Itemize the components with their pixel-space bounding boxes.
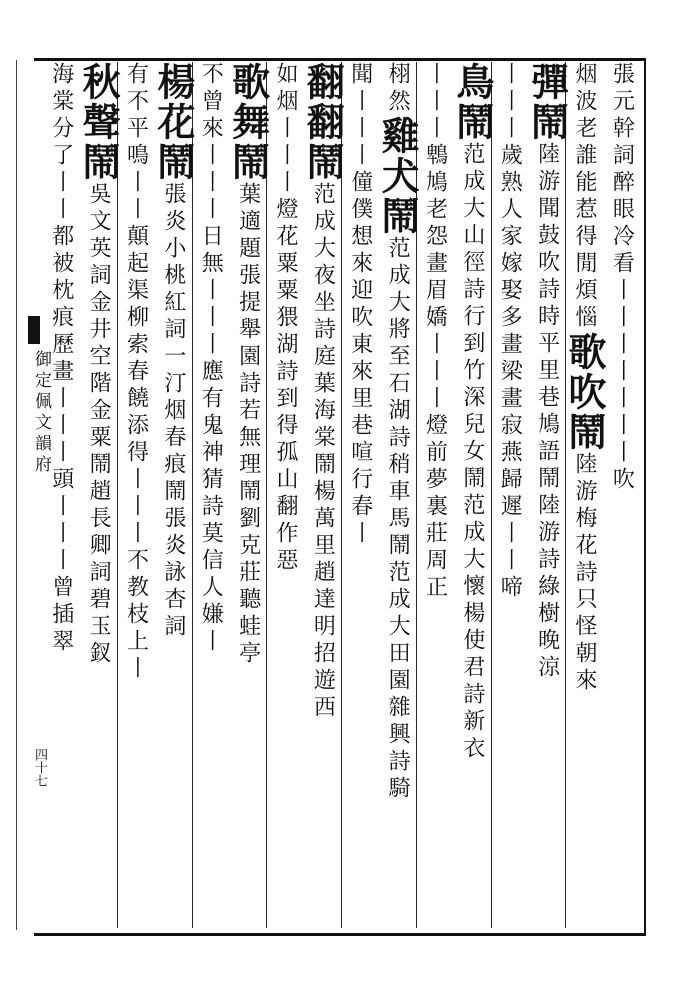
headword: 歌舞鬧 <box>225 62 271 182</box>
headword: 彈鬧 <box>524 62 570 142</box>
text-column <box>120 62 150 928</box>
text-column <box>46 62 76 928</box>
headword: 歌吹鬧 <box>561 332 607 452</box>
text-column <box>375 62 421 928</box>
text-column <box>524 62 570 928</box>
column-text: 丨丨顛起渠柳索春饒添得丨丨丨不教枝上丨 <box>123 170 149 683</box>
book-title: 御定佩文韻府 <box>31 350 51 476</box>
column-text: 烟波老誰能惹得閒煩惱 <box>571 62 597 332</box>
column-text: 丨丨丨丨丨丨丨吹 <box>609 278 635 494</box>
headword: 翻翻鬧 <box>300 62 346 182</box>
text-column <box>561 62 607 928</box>
margin-rule <box>16 60 17 930</box>
headword: 鳥鬧 <box>449 62 495 142</box>
column-text: 范成大夜坐詩庭葉海棠鬧楊萬里趙達明招遊西 <box>310 182 336 722</box>
text-column <box>606 62 636 928</box>
headword: 秋聲鬧 <box>76 62 122 182</box>
column-rule <box>341 62 342 928</box>
column-text: 丨丨丨日無丨丨丨應有鬼神猜詩莫信人嫌丨 <box>198 143 224 656</box>
column-text: 丨丨丨鵯鳩老怨畫眉嬌丨丨丨燈前夢裏莊周正 <box>422 62 448 602</box>
left-margin <box>0 0 34 981</box>
column-text: 陸游梅花詩只怪朝來 <box>571 452 597 695</box>
column-text: 張炎小桃紅詞一汀烟春痕鬧張炎詠杏詞 <box>160 182 186 641</box>
column-text: 吳文英詞金井空階金粟鬧趙長卿詞碧玉釵 <box>86 182 112 668</box>
column-text: 丨丨丨歲熟人家嫁娶多畫梁畫寂燕歸遲丨丨啼 <box>497 62 523 602</box>
column-text: 有不平鳴 <box>123 62 149 170</box>
text-column <box>494 62 524 928</box>
page-number: 四十七 <box>32 748 47 787</box>
text-column <box>76 62 122 928</box>
column-text: 海棠分了 <box>48 62 74 170</box>
column-rule <box>266 62 267 928</box>
column-text: 栩然 <box>385 62 411 116</box>
text-column <box>270 62 300 928</box>
text-column <box>300 62 346 928</box>
column-rule <box>491 62 492 928</box>
text-column <box>195 62 225 928</box>
text-column <box>449 62 495 928</box>
column-text: 聞丨丨丨僮僕想來迎吹東來里巷喧行春丨 <box>347 62 373 548</box>
column-rule <box>192 62 193 928</box>
column-text: 范成大將至石湖詩稍車馬鬧范成大田園雜興詩騎 <box>385 236 411 803</box>
column-rule <box>117 62 118 928</box>
column-rule <box>565 62 566 928</box>
column-text: 陸游聞鼓吹詩時平里巷鳩語鬧陸游詩綠樹晚涼 <box>534 142 560 682</box>
column-text: 丨丨都被枕痕歷畫丨丨丨頭丨丨丨曾插翠 <box>48 170 74 656</box>
text-column <box>419 62 449 928</box>
headword: 雞犬鬧 <box>375 116 421 236</box>
column-text: 葉適題張提舉園詩若無理鬧劉克莊聽蛙亭 <box>235 182 261 668</box>
column-text: 范成大山徑詩行到竹深兒女鬧范成大懷楊使君詩新衣 <box>459 142 485 763</box>
text-column <box>150 62 196 928</box>
text-column <box>345 62 375 928</box>
text-column <box>225 62 271 928</box>
column-text: 如烟 <box>272 62 298 116</box>
column-text: 不曾來 <box>198 62 224 143</box>
headword: 楊花鬧 <box>150 62 196 182</box>
column-text: 丨丨丨燈花粟粟猥湖詩到得孤山翻作惡 <box>272 116 298 575</box>
column-text: 張元幹詞醉眼冷看 <box>609 62 635 278</box>
